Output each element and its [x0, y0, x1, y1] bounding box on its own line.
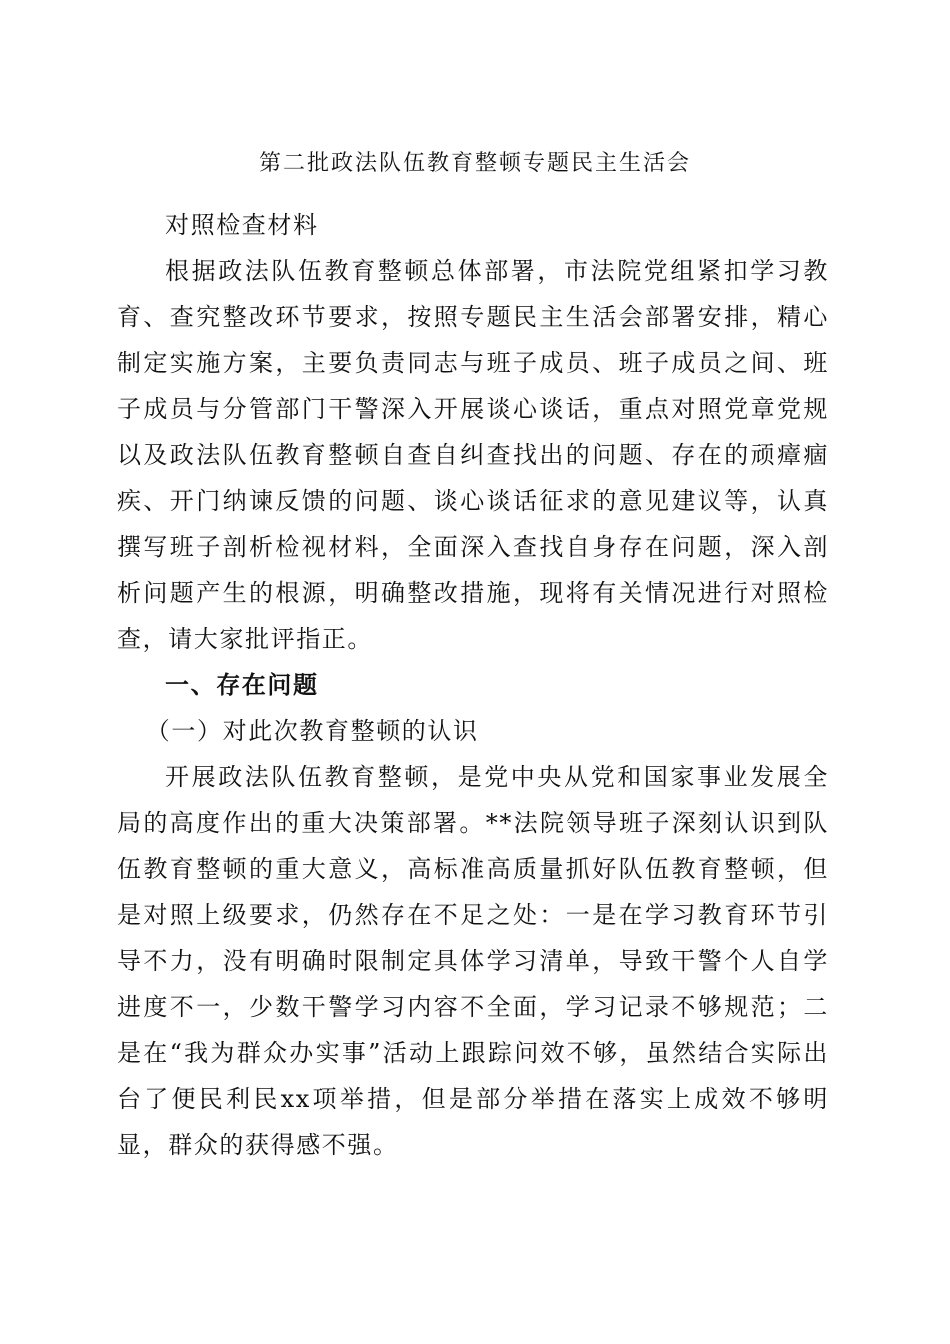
document-body: [117, 202, 829, 1168]
document-subtitle: 对照检查材料: [165, 211, 319, 239]
intro-paragraph: 根据政法队伍教育整顿总体部署，市法院党组紧扣学习教育、查究整改环节要求，按照专题民主生活会部署安排，精心制定实施方案，主要负责同志与班子成员、班子成员之间、班子成员与分管部门干警深入开展谈心谈话，重点对照党章党规以及政法队伍教育整顿自查自纠查找出的问题、存在的顽瘴痼疾、开门纳谏反馈的问题、谈心谈话征求的意见建议等，认真撰写班子剖析检视材料，全面深入查找自身存在问题，深入剖析问题产生的根源，明确整改措施，现将有关情况进行对照检查，请大家批评指正。: [117, 257, 829, 653]
awareness-paragraph: 开展政法队伍教育整顿，是党中央从党和国家事业发展全局的高度作出的重大决策部署。**法院领导班子深刻认识到队伍教育整顿的重大意义，高标准高质量抓好队伍教育整顿，但是对照上级要求，仍然存在不足之处：一是在学习教育环节引导不力，没有明确时限制定具体学习清单，导致干警个人自学进度不一，少数干警学习内容不全面，学习记录不够规范；二是在“我为群众办实事”活动上跟踪问效不够，虽然结合实际出台了便民利民xx项举措，但是部分举措在落实上成效不够明显，群众的获得感不强。: [117, 763, 829, 1159]
subsection-heading-awareness: （一）对此次教育整顿的认识: [145, 717, 479, 745]
document-title: 第二批政法队伍教育整顿专题民主生活会: [258, 151, 691, 176]
section-heading-problems: 一、存在问题: [165, 671, 319, 699]
